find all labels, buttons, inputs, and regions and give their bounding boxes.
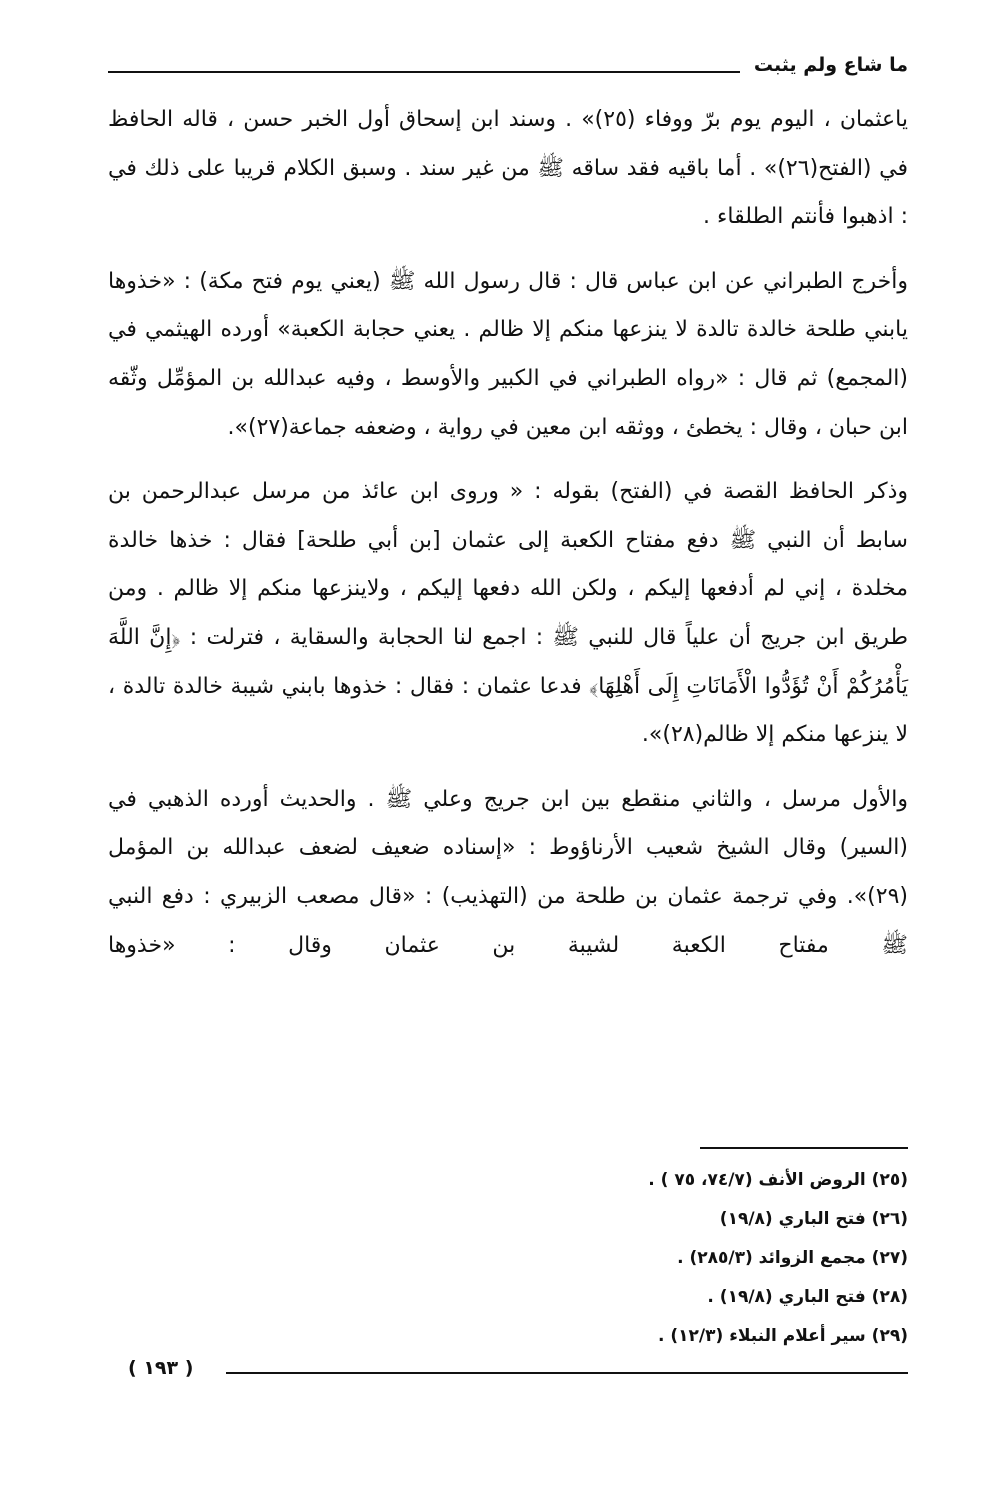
footnotes <box>500 1161 908 1356</box>
footnote-29: (٢٩) سير أعلام النبلاء (١٢/٣) . <box>658 1326 908 1346</box>
body-text <box>108 96 908 986</box>
paragraph-2: وأخرج الطبراني عن ابن عباس قال : قال رسول الله ﷺ (يعني يوم فتح مكة) : «خذوها يابني طلحة خالدة تالدة لا ينزعها منكم إلا ظالم . يعني حجابة الكعبة» أورده الهيثمي في (المجمع) ثم قال : «رواه الطبراني في الكبير والأوسط ، وفيه عبدالله بن المؤمِّل وثّقه ابن حبان ، وقال : يخطئ ، ووثقه ابن معين في رواية ، وضعفه جماعة(٢٧)». <box>108 268 908 440</box>
footnote-25: (٢٥) الروض الأنف (٧٤/٧، ٧٥ ) . <box>648 1170 908 1190</box>
running-title: ما شاع ولم يثبت <box>753 54 908 76</box>
footnote-separator <box>700 1147 908 1149</box>
footnote-28: (٢٨) فتح الباري (١٩/٨) . <box>707 1287 908 1307</box>
page-number: ( ١٩٣ ) <box>128 1357 194 1379</box>
paragraph-3: وذكر الحافظ القصة في (الفتح) بقوله : « وروى ابن عائذ من مرسل عبدالرحمن بن سابط أن النبي ﷺ دفع مفتاح الكعبة إلى عثمان [بن أبي طلحة] فقال : خذها خالدة مخلدة ، إني لم أدفعها إليكم ، ولكن الله دفعها إليكم ، ولاينزعها منكم إلا ظالم . ومن طريق ابن جريج أن علياً قال للنبي ﷺ : اجمع لنا الحجابة والسقاية ، فترلت : ﴿إِنَّ اللَّهَ يَأْمُرُكُمْ أَنْ تُؤَدُّوا الْأَمَانَاتِ إِلَى أَهْلِهَا﴾ فدعا عثمان : فقال : خذوها بابني شيبة خالدة تالدة ، لا ينزعها منكم إلا ظالم(٢٨)». <box>108 479 908 748</box>
paragraph-4: والأول مرسل ، والثاني منقطع بين ابن جريج وعلي ﷺ . والحديث أورده الذهبي في (السير) وقال الشيخ شعيب الأرناؤوط : «إسناده ضعيف لضعف عبدالله بن المؤمل (٢٩)». وفي ترجمة عثمان بن طلحة من (التهذيب) : «قال مصعب الزبيري : دفع النبي ﷺ مفتاح الكعبة لشيبة بن عثمان وقال : «خذوها <box>108 786 908 958</box>
footnote-27: (٢٧) مجمع الزوائد (٢٨٥/٣) . <box>677 1248 908 1268</box>
footer-rule <box>226 1372 908 1374</box>
running-header <box>108 54 908 84</box>
footnote-26: (٢٦) فتح الباري (١٩/٨) <box>719 1209 908 1229</box>
paragraph-1: ياعثمان ، اليوم يوم برّ ووفاء (٢٥)» . وسند ابن إسحاق أول الخبر حسن ، قاله الحافظ في (الفتح(٢٦)» . أما باقيه فقد ساقه ﷺ من غير سند . وسبق الكلام قريبا على ذلك في : اذهبوا فأنتم الطلقاء . <box>108 107 909 230</box>
header-rule <box>108 71 740 73</box>
page-footer <box>108 1355 908 1385</box>
